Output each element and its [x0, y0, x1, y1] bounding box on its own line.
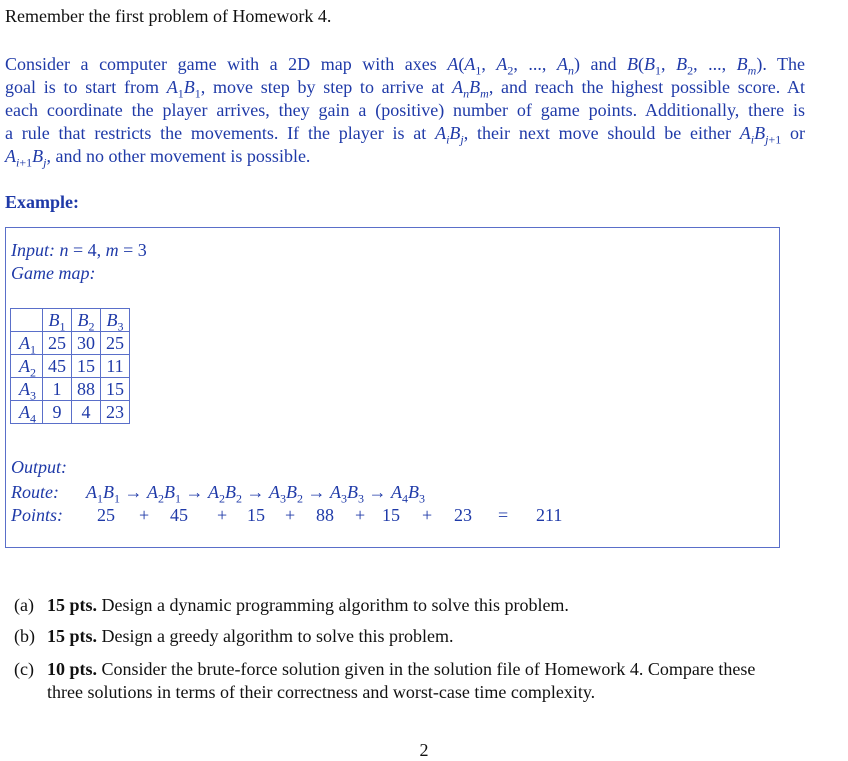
row-header-a1: $A_1$ [11, 332, 43, 355]
question-text-line-2: three solutions in terms of their correctness and worst-case time complexity. [47, 682, 596, 702]
table-cell: 4 [72, 401, 101, 424]
question-label: (b) [14, 626, 35, 646]
table-cell: 11 [101, 355, 130, 378]
table-cell: 45 [43, 355, 72, 378]
plus-sign: + [285, 505, 296, 525]
question-points: 15 pts. [47, 595, 98, 615]
points-value: 45 [170, 505, 188, 525]
table-cell: 25 [43, 332, 72, 355]
statement-line-2: goal is to start from $A_1B_1$, move step by step to arrive at $A_nB_m$, and reach the highest possible score. At [5, 77, 805, 101]
row-header-a3: $A_3$ [11, 378, 43, 401]
question-text-line-1: Consider the brute-force solution given in the solution file of Homework 4. Compare these [101, 659, 756, 679]
route-label: Route: [11, 482, 59, 502]
question-points: 10 pts. [47, 659, 98, 679]
route-path: $A_1B_1 \to A_2B_1 \to A_2B_2 \to A_3B_2 \to A_3B_3 \to A_4B_3$ [86, 482, 425, 506]
corner-cell [11, 309, 43, 332]
table-cell: 23 [101, 401, 130, 424]
points-value: 15 [382, 505, 400, 525]
row-header-a4: $A_4$ [11, 401, 43, 424]
plus-sign: + [355, 505, 366, 525]
problem-statement [5, 53, 805, 168]
equals-sign: = [498, 505, 509, 525]
plus-sign: + [217, 505, 228, 525]
table-row [11, 401, 130, 424]
points-total: 211 [536, 505, 563, 525]
output-label: Output: [11, 457, 67, 477]
col-header-b2: $B_2$ [72, 309, 101, 332]
table-row [11, 378, 130, 401]
input-line: Input: n = 4, m = 3 [11, 240, 147, 260]
points-value: 88 [316, 505, 334, 525]
statement-line-4: a rule that restricts the movements. If the player is at $A_iB_j$, their next move should be either $A_iB_{j+1}$ or [5, 123, 806, 147]
table-header-row [11, 309, 130, 332]
question-label: (a) [14, 595, 34, 615]
points-label: Points: [11, 505, 63, 525]
statement-line-1: Consider a computer game with a 2D map with axes $A(A_1$, $A_2$, ..., $A_n$) and $B(B_1$, $B_2$, ..., $B_m$). The [5, 54, 806, 78]
table-cell: 15 [101, 378, 130, 401]
question-text: Design a dynamic programming algorithm to solve this problem. [101, 595, 569, 615]
table-cell: 88 [72, 378, 101, 401]
table-row [11, 355, 130, 378]
table-cell: 9 [43, 401, 72, 424]
row-header-a2: $A_2$ [11, 355, 43, 378]
table-cell: 15 [72, 355, 101, 378]
game-map-table [10, 308, 130, 424]
game-map-label: Game map: [11, 263, 96, 283]
col-header-b3: $B_3$ [101, 309, 130, 332]
intro-text: Remember the first problem of Homework 4. [5, 6, 332, 26]
col-header-b1: $B_1$ [43, 309, 72, 332]
example-box [5, 227, 780, 548]
plus-sign: + [422, 505, 433, 525]
table-row [11, 332, 130, 355]
points-value: 25 [97, 505, 115, 525]
statement-line-5: $A_{i+1}B_j$, and no other movement is possible. [5, 146, 311, 170]
table-cell: 30 [72, 332, 101, 355]
table-cell: 1 [43, 378, 72, 401]
question-text: Design a greedy algorithm to solve this problem. [101, 626, 454, 646]
table-cell: 25 [101, 332, 130, 355]
question-points: 15 pts. [47, 626, 98, 646]
example-heading: Example: [5, 192, 79, 212]
points-value: 15 [247, 505, 265, 525]
points-value: 23 [454, 505, 472, 525]
question-label: (c) [14, 659, 34, 679]
page-number: 2 [419, 740, 429, 760]
statement-line-3: each coordinate the player arrives, they gain a (positive) number of game points. Additionally, there is [5, 100, 805, 120]
plus-sign: + [139, 505, 150, 525]
